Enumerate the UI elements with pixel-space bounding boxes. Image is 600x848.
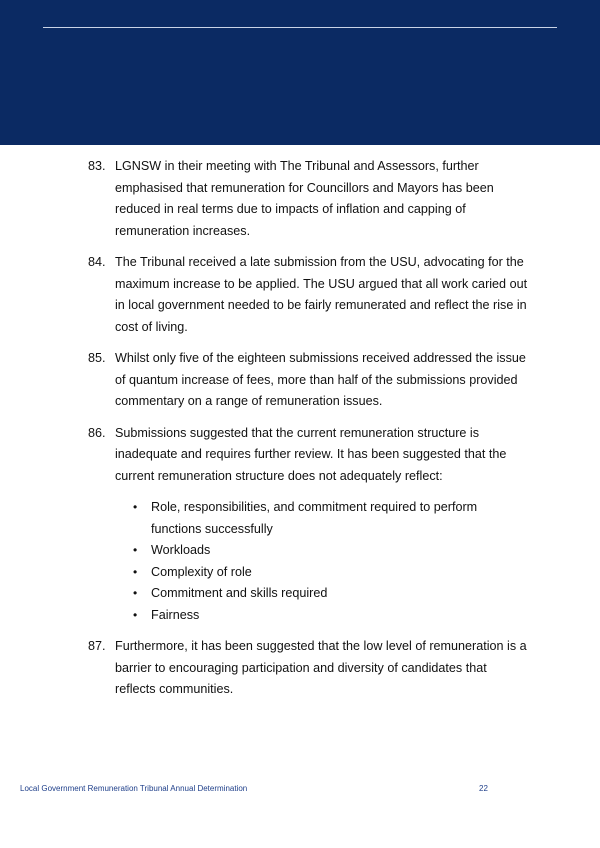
bullet-icon: • <box>133 500 138 514</box>
paragraph-number: 85. <box>88 351 106 365</box>
paragraph-83 <box>88 156 528 242</box>
bullet-list <box>88 497 528 626</box>
bullet-icon: • <box>133 586 138 600</box>
paragraph-number: 83. <box>88 159 106 173</box>
bullet-icon: • <box>133 564 138 579</box>
paragraph-85 <box>88 348 528 413</box>
paragraph-84 <box>88 252 528 338</box>
header-band <box>0 0 600 145</box>
list-item <box>133 562 491 584</box>
list-item <box>133 540 491 562</box>
paragraph-text: Submissions suggested that the current remuneration structure is inadequate and requires further review. It has been suggested that the current remuneration structure does not adequately reflect: <box>115 425 507 483</box>
list-item <box>133 605 491 627</box>
list-item-text: Commitment and skills required <box>151 586 328 600</box>
paragraph-number: 86. <box>88 425 106 440</box>
list-item <box>133 583 491 605</box>
paragraph-number: 87. <box>88 639 106 653</box>
footer-title: Local Government Remuneration Tribunal Annual Determination <box>20 784 248 793</box>
list-item-text: Workloads <box>151 543 211 557</box>
bullet-icon: • <box>133 607 138 622</box>
list-item-text: Fairness <box>151 607 200 622</box>
document-body <box>88 156 528 711</box>
page-number: 22 <box>479 784 488 793</box>
paragraph-number: 84. <box>88 255 106 269</box>
paragraph-87 <box>88 636 528 701</box>
list-item-text: Role, responsibilities, and commitment required to perform functions successfully <box>151 500 478 536</box>
header-rule <box>43 27 557 28</box>
list-item <box>133 497 491 540</box>
paragraph-text: The Tribunal received a late submission from the USU, advocating for the maximum increase to be applied. The USU argued that all work caried out in local government needed to be fairly remunerated and reflect the rise in cost of living. <box>115 255 528 334</box>
paragraph-text: LGNSW in their meeting with The Tribunal and Assessors, further emphasised that remuneration for Councillors and Mayors has been reduced in real terms due to impacts of inflation and capping of remuneration increases. <box>115 159 494 238</box>
paragraph-text: Whilst only five of the eighteen submissions received addressed the issue of quantum increase of fees, more than half of the submissions provided commentary on a range of remuneration issues. <box>115 351 526 408</box>
paragraph-86 <box>88 423 528 488</box>
paragraph-text: Furthermore, it has been suggested that the low level of remuneration is a barrier to encouraging participation and diversity of candidates that reflects communities. <box>115 639 527 696</box>
list-item-text: Complexity of role <box>151 564 252 579</box>
bullet-icon: • <box>133 543 138 557</box>
